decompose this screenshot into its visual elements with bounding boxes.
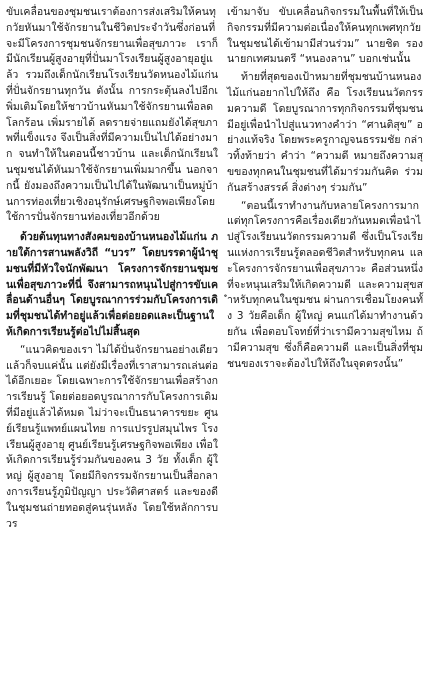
quote-paragraph: “แนวคิดของเรา ไม่ได้ปั่นจักรยานอย่างเดียวแล้วก็จบแค่นั้น แต่ยังมีเรื่องที่เราสามารถเล่นต่อได้อีกเยอะ โดยเฉพาะการใช้จักรยานเพื่อสร้างการเรียนรู้ โดยต่อยอดบูรณาการกับโครงการเดิมที่มีอยู่แล้วได้หมด ไม่ว่าจะเป็นธนาคารขยะ ศูนย์เรียนรู้แพทย์แผนไทย การแปรรูปสมุนไพร โรงเรียนผู้สูงอายุ ศูนย์เรียนรู้เศรษฐกิจพอเพียง เพื่อให้เกิดการเรียนรู้ร่วมกันของคน 3 วัย ทั้งเด็ก ผู้ใหญ่ ผู้สูงอายุ โดยมีกิจกรรมจักรยานเป็นสื่อกลางการเรียนรู้ภูมิปัญญา ประวัติศาสตร์ และของดีในชุมชนถ่ายทอดสู่คนรุ่นหลัง โดยใช้หลักการบวร [6, 343, 218, 530]
body-paragraph: ขับเคลื่อนของชุมชนเราต้องการส่งเสริมให้คนทุกวัยหันมาใช้จักรยานในชีวิตประจำวันซึ่งก่อนที่จะมีโครงการชุมชนจักรยานเพื่อสุขภาวะ เราก็มีนักเรียนผู้สูงอายุที่ปั่นมาโรงเรียนผู้สูงอายุอยู่แล้ว รวมถึงเด็กนักเรียนโรงเรียนวัดหนองไม้แก่นที่ปั่นจักรยานทุกวัน ดังนั้น การกระตุ้นลงไปอีกเพิ่มเติมโดยให้ชาวบ้านหันมาใช้จักรยานเพื่อลดโลกร้อน เพิ่มรายได้ ลดรายจ่ายแถมยังได้สุขภาพที่แข็งแรง จึงเป็นสิ่งที่มีความเป็นไปได้อย่างมาก จนทำให้ในตอนนี้ชาวบ้าน และเด็กนักเรียนในชุมชนได้หันมาใช้จักรยานเพิ่มมากขึ้น นอกจากนี้ ยังมองถึงความเป็นไปได้ในพัฒนาเป็นหมู่บ้านการท่องเที่ยวเชิงอนุรักษ์เศรษฐกิจพอเพียงโดยใช้การปั่นจักรยานท่องเที่ยวอีกด้วย [6, 6, 218, 224]
body-paragraph: ท้ายที่สุดของเป้าหมายที่ชุมชนบ้านหนองไม้แก่นอยากไปให้ถึง คือ โรงเรียนนวัตกรรมความดี โดยบูรณาการทุกกิจกรรมที่ชุมชนมีอยู่เพื่อนำไปสู่แนวทางคำว่า “ศานติสุข” อย่างแท้จริง โดยพระครูกาญจนธรรมชัย กล่าวทิ้งท้ายว่า คำว่า “ความดี หมายถึงความสุขของทุกคนในชุมชนที่ได้มาร่วมกันคิด ร่วมกันสร้างสรรค์ สิ่งต่างๆ ร่วมกัน” [227, 71, 423, 194]
body-paragraph: เข้ามาจับ ขับเคลื่อนกิจกรรมในพื้นที่ให้เป็นกิจกรรมที่มีความต่อเนื่องให้คนทุกเพศทุกวัยในชุมชนได้เข้ามามีส่วนร่วม” นายชิต รองนายกเทศมนตรี “หนองลาน” บอกเช่นนั้น [227, 6, 423, 66]
lead-paragraph: ด้วยต้นทุนทางสังคมของบ้านหนองไม้แก่น ภายใต้การสานพลังวิถี “บวร” โดยบรรดาผู้นำชุมชนที่มีหัวใจนักพัฒนา โครงการจักรยานชุมชนเพื่อสุขภาวะที่นี่ จึงสามารถหนุนไปสู่การขับเคลื่อนด้านอื่นๆ โดยบูรณาการร่วมกับโครงการเดิมที่ชุมชนได้ทำอยู่แล้วเพื่อต่อยอดและเป็นฐานให้เกิดการเรียนรู้ต่อไปไม่สิ้นสุด [6, 231, 218, 338]
left-column [6, 5, 218, 532]
quote-paragraph: “ตอนนี้เราทำงานกับหลายโครงการมากแต่ทุกโครงการคือเรื่องเดียวกันหมดเพื่อนำไปสู่โรงเรียนนวัตกรรมความดี ซึ่งเป็นโรงเรียนแห่งการเรียนรู้ตลอดชีวิตสำหรับทุกคน และโครงการจักรยานเพื่อสุขภาวะ คือส่วนหนึ่งที่จะหนุนเสริมให้เกิดความดี และความสุขสำหรับทุกคนในชุมชน ผ่านการเชื่อมโยงคนทั้ง 3 วัยคือเด็ก ผู้ใหญ่ คนแก่ได้มาทำงานด้วยกัน เพื่อตอบโจทย์ที่ว่าเรามีความสุขไหม ถ้ามีความสุข ซึ่งก็คือความดี และเป็นสิ่งที่ชุมชนของเราจะต้องไปให้ถึงในจุดตรงนั้น” [227, 199, 423, 370]
right-column [227, 5, 423, 372]
